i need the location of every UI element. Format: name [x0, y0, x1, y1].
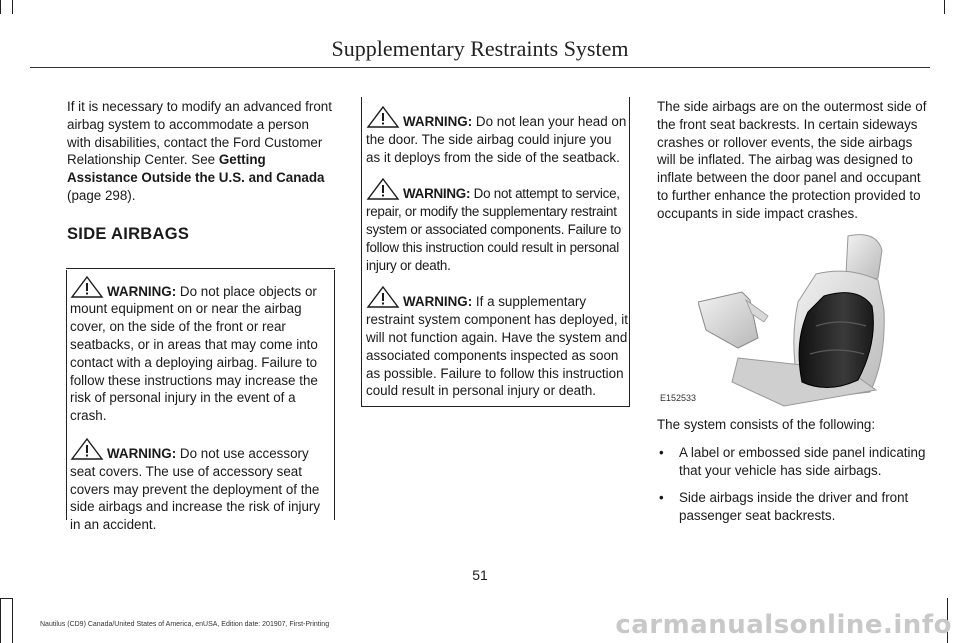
intro-page-ref: (page 298). [67, 187, 136, 203]
edition-footer: Nautilus (CD9) Canada/United States of America, enUSA, Edition date: 201907, First-Printing [40, 621, 330, 628]
page-number: 51 [472, 567, 488, 583]
intro-paragraph [67, 98, 335, 205]
crop-mark [12, 0, 13, 14]
warning-label: WARNING: [403, 294, 473, 310]
list-item [657, 444, 927, 480]
warning-text: Do not place objects or mount equipment on or near the airbag cover, on the side of the front or rear seatbacks, or in areas that may come into contact with a deploying airbag. Failure to follow these instructions may increase the risk of personal injury in the event of a crash. [70, 283, 318, 424]
crop-mark [944, 0, 945, 14]
warning-triangle-icon [70, 437, 104, 461]
crop-mark [12, 598, 13, 643]
seat-airbag-illustration [698, 230, 926, 408]
getting-assistance-link[interactable]: Getting Assistance Outside the U.S. and Canada [67, 152, 325, 186]
watermark: carmanualsonline.info [615, 610, 952, 640]
warning-label: WARNING: [107, 445, 177, 461]
list-item-text: A label or embossed side panel indicating that your vehicle has side airbags. [679, 444, 926, 478]
warning-triangle-icon [366, 177, 400, 201]
warning-text: Do not attempt to service, repair, or modify the supplementary restraint system or associated components. Failure to follow this instruction could result in personal injury or death. [366, 186, 621, 273]
list-intro: The system consists of the following: [657, 417, 876, 432]
warning-item [366, 283, 629, 400]
crop-mark [0, 0, 1, 14]
warning-item [70, 435, 334, 534]
warning-label: WARNING: [403, 114, 473, 129]
warning-label: WARNING: [107, 283, 177, 299]
warning-triangle-icon [70, 275, 104, 299]
page-title: Supplementary Restraints System [331, 36, 629, 61]
list-item-text: Side airbags inside the driver and front passenger seat backrests. [679, 490, 909, 524]
side-airbag-paragraph: The side airbags are on the outermost side of the front seat backrests. In certain sideways crashes or rollover events, the side airbags will be inflated. The airbag was designed to inflate between the door panel and occupant to further enhance the protection provided to occupants in side impact crashes. [657, 99, 927, 221]
warning-box [361, 97, 630, 407]
crop-mark [0, 598, 1, 643]
warning-text: Do not use accessory seat covers. The use of accessory seat covers may prevent the deployment of the side airbags and increase the risk of injury in an accident. [70, 445, 321, 533]
intro-text: If it is necessary to modify an advanced front airbag system to accommodate a person with disabilities, contact the Ford Customer Relationship Center. See [67, 99, 332, 168]
crop-mark [0, 598, 12, 599]
section-heading: SIDE AIRBAGS [67, 224, 190, 243]
column-right [657, 98, 927, 223]
warning-item [366, 175, 629, 274]
warning-box [66, 270, 335, 533]
warning-triangle-icon [366, 105, 400, 129]
warning-box-top-rule [66, 268, 335, 269]
warning-triangle-icon [366, 285, 400, 309]
bullet-icon: • [659, 490, 664, 506]
column-left [67, 98, 335, 533]
column-middle [362, 97, 630, 407]
header-divider [30, 67, 930, 68]
warning-item [70, 273, 334, 425]
bullet-icon: • [659, 444, 664, 460]
warning-item [366, 103, 629, 166]
warning-text: Do not lean your head on the door. The side airbag could injure you as it deploys from the side of the seatback. [366, 114, 627, 165]
warning-text: If a supplementary restraint system component has deployed, it will not function again. Have the system and associated components inspected as soon as possible. Failure to follow this instruction could result in personal injury or death. [366, 294, 628, 399]
component-list [657, 444, 927, 525]
warning-label: WARNING: [403, 186, 471, 202]
figure-label: E152533 [660, 393, 697, 403]
list-item [657, 489, 927, 525]
column-right-lower [657, 416, 927, 535]
